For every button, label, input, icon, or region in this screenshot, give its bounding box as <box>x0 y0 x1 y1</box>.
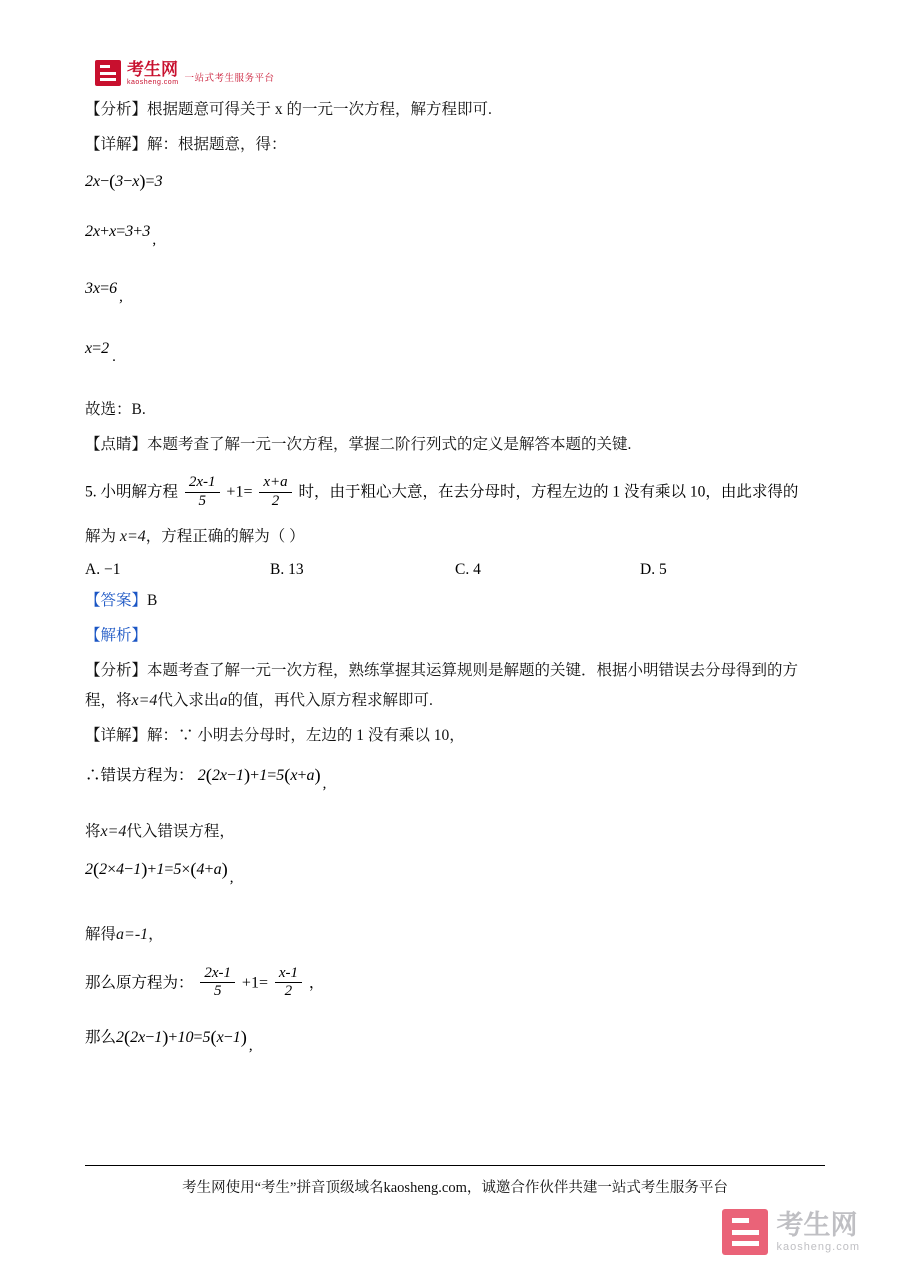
analysis-text-2a: 本题考查了解一元一次方程，熟练掌握其运算规则是解题的关键．根据小明错误去分母得到的方 <box>147 661 799 679</box>
substitute-equation: 2(2×4−1)+1=5×(4+a) , <box>85 858 234 886</box>
equation-3: 3x=6 , <box>85 280 123 306</box>
option-a-value: −1 <box>103 560 121 578</box>
option-b-label: B. <box>270 560 285 578</box>
analysis-label-1: 【分析】 <box>85 101 148 118</box>
footer-text <box>85 1176 825 1197</box>
detail-text-1: 解：根据题意，得： <box>147 136 287 154</box>
logo-text <box>127 61 179 86</box>
footer-domain: kaosheng.com <box>383 1180 467 1196</box>
option-c[interactable] <box>455 561 640 579</box>
wrong-equation-math: 2(2x−1)+1=5(x+a) <box>197 765 321 786</box>
substitute-post: 代入错误方程， <box>126 822 235 840</box>
option-b[interactable] <box>270 561 455 579</box>
watermark-name: 考生网 <box>776 1210 858 1241</box>
substitute-prefix: 将 <box>85 822 101 840</box>
question-5-part-1: 小明解方程 <box>100 483 179 501</box>
analysis-text-1: 根据题意可得关于 x 的一元一次方程，解方程即可. <box>147 101 492 118</box>
option-c-label: C. <box>455 560 470 578</box>
final-equation-line: 那么2(2x−1)+10=5(x−1) , <box>85 1026 253 1054</box>
fraction-right-2-numerator: x-1 <box>278 965 298 982</box>
answer-label: 【答案】 <box>85 591 148 609</box>
answer-paragraph <box>85 589 825 613</box>
solve-prefix: 解得 <box>85 926 117 944</box>
equation-2: 2x+x=3+3 , <box>85 222 157 248</box>
analysis-label-2: 【分析】 <box>85 661 148 679</box>
answer-value: B <box>147 591 158 609</box>
question-5-options <box>85 561 825 579</box>
fraction-left-2-denominator: 5 <box>200 982 235 1000</box>
watermark-text <box>776 1211 860 1253</box>
watermark-domain: kaosheng.com <box>776 1240 860 1253</box>
insight-text: 本题考查了解一元一次方程，掌握二阶行列式的定义是解答本题的关键. <box>147 436 632 454</box>
analysis-text-2b-math: x=4 <box>131 691 158 709</box>
final-equation-math: 2(2x−1)+10=5(x−1) <box>116 1026 247 1047</box>
fraction-right-1 <box>259 474 291 510</box>
wrong-equation-prefix: ∴错误方程为： <box>85 767 194 785</box>
option-a[interactable] <box>85 561 270 579</box>
analysis-text-2b-post: 的值，再代入原方程求解即可. <box>227 691 433 709</box>
option-a-label: A. <box>85 560 101 578</box>
solve-line <box>85 923 825 948</box>
equation-1-math: 2x−(3−x)=3 <box>85 171 163 192</box>
detail-paragraph-2 <box>85 724 825 748</box>
analysis-paragraph-2a <box>85 659 825 683</box>
substitute-equation-math: 2(2×4−1)+1=5×(4+a) <box>85 858 228 879</box>
analysis-paragraph-1 <box>85 98 825 122</box>
analysis-text-2b-math2: a <box>219 691 228 709</box>
original-equation-line <box>85 966 825 1002</box>
detail-label-2: 【详解】 <box>85 727 148 745</box>
logo-mark-icon <box>95 60 121 86</box>
equation-4: x=2 . <box>85 339 116 365</box>
fraction-right-1-denominator: 2 <box>259 492 291 510</box>
fraction-left-1-numerator: 2x-1 <box>188 474 216 491</box>
watermark <box>722 1209 860 1255</box>
logo-domain: kaosheng.com <box>127 78 179 86</box>
solve-math: a=-1 <box>116 926 149 944</box>
equation-1 <box>85 168 825 196</box>
question-5-plus-one: +1= <box>226 483 253 501</box>
logo-name: 考生网 <box>127 59 178 79</box>
fraction-right-1-numerator: x+a <box>263 474 288 491</box>
document-content <box>85 98 825 1061</box>
wrong-equation-line: ∴错误方程为： 2(2x−1)+1=5(x+a) , <box>85 765 327 793</box>
option-d[interactable] <box>640 561 825 579</box>
fraction-left-1 <box>185 474 220 510</box>
detail-paragraph-1 <box>85 133 825 157</box>
answer-choice-line: 故选：B. <box>85 401 146 419</box>
watermark-logo-icon <box>722 1209 768 1255</box>
option-c-value: 4 <box>473 560 481 578</box>
option-b-value: 13 <box>288 560 304 578</box>
option-d-label: D. <box>640 560 656 578</box>
footer-divider <box>85 1165 825 1166</box>
question-5-part-4: ，方程正确的解为（ ） <box>145 527 305 545</box>
original-equation-plus: +1= <box>241 974 268 992</box>
equation-4-math: x=2 <box>85 339 110 357</box>
analysis-text-2b-pre: 程，将 <box>85 691 132 709</box>
fraction-right-2-denominator: 2 <box>275 982 302 1000</box>
site-logo <box>95 60 275 86</box>
final-equation-prefix: 那么 <box>85 1028 117 1046</box>
detail-text-2: 解：∵ 小明去分母时，左边的 1 没有乘以 10， <box>147 727 465 745</box>
analysis-heading: 【解析】 <box>85 626 148 644</box>
equation-3-math: 3x=6 <box>85 280 118 298</box>
question-5-part-2: 时，由于粗心大意，在去分母时，方程左边的 1 没有乘以 10，由此求得的 <box>298 483 799 501</box>
fraction-left-1-denominator: 5 <box>185 492 220 510</box>
substitute-line <box>85 820 825 845</box>
fraction-right-2 <box>275 965 302 1001</box>
substitute-math: x=4 <box>100 822 127 840</box>
option-d-value: 5 <box>658 560 667 578</box>
detail-label-1: 【详解】 <box>85 136 148 154</box>
footer-text-before: 考生网使用“考生”拼音顶级域名 <box>182 1180 384 1196</box>
solve-post: ， <box>148 926 164 944</box>
question-5-solution-value: x=4 <box>119 527 146 545</box>
question-5-line-2 <box>85 525 825 550</box>
equation-2-math: 2x+x=3+3 <box>85 222 151 240</box>
analysis-text-2b-mid: 代入求出 <box>157 691 220 709</box>
fraction-left-2-numerator: 2x-1 <box>204 965 232 982</box>
insight-label: 【点睛】 <box>85 436 148 454</box>
original-equation-prefix: 那么原方程为： <box>85 974 194 992</box>
question-5-part-3: 解为 <box>85 527 117 545</box>
analysis-paragraph-2b <box>85 689 825 714</box>
logo-tagline: 一站式考生服务平台 <box>184 73 275 84</box>
insight-paragraph <box>85 433 825 457</box>
footer-text-after: ，诚邀合作伙伴共建一站式考生服务平台 <box>466 1180 728 1196</box>
question-5-line-1 <box>85 475 825 511</box>
question-5-number: 5. <box>85 483 97 501</box>
original-equation-post: ， <box>308 974 325 992</box>
fraction-left-2 <box>200 965 235 1001</box>
